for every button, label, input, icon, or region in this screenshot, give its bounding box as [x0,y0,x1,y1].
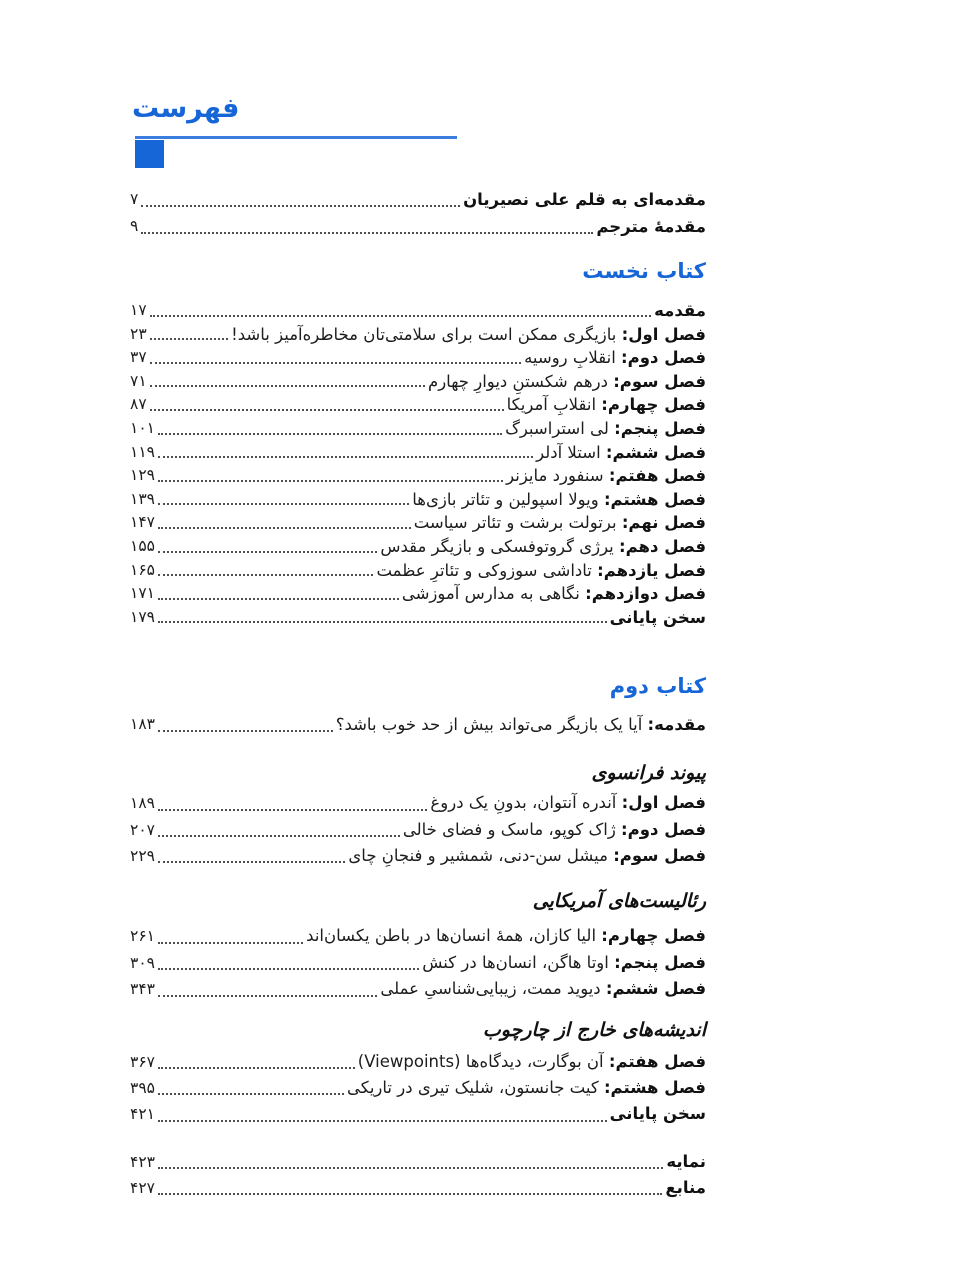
toc-entry [130,817,706,843]
toc-entry [130,186,706,213]
toc-entry-label: فصل دوم: انقلابِ روسیه [524,348,706,368]
toc-entry-label: فصل هفتم: سنفورد مایزنر [506,466,706,486]
dot-leader [141,205,460,207]
toc-entry [130,299,706,323]
toc-entry [130,606,706,630]
toc-page-number: ۳۰۹ [130,953,155,972]
dot-leader [158,1067,355,1069]
toc-page-number: ۷ [130,190,139,208]
book-section-heading: کتاب نخست [582,259,706,283]
toc-page-number: ۱۱۹ [130,442,155,461]
toc-entry [130,1149,706,1175]
toc-page-number: ۱۸۳ [130,715,155,734]
toc-entry-label: مقدمهٔ مترجم [596,217,706,236]
toc-entry [130,535,706,559]
toc-page-number: ۲۶۱ [130,927,155,946]
toc-entry [130,976,706,1002]
toc-entry-group [130,1049,706,1128]
dot-leader [150,385,425,387]
toc-page-number: ۳۹۵ [130,1079,155,1098]
toc-entry-group [130,186,706,240]
toc-entry-group [130,923,706,1002]
toc-entry [130,790,706,816]
dot-leader [158,433,502,435]
part-subheading: رئالیست‌های آمریکایی [532,890,706,913]
toc-entry [130,559,706,583]
toc-entry [130,1075,706,1101]
dot-leader [158,456,533,458]
toc-page-number: ۹ [130,217,139,235]
toc-page-number: ۷۱ [130,371,147,390]
dot-leader [150,315,651,317]
toc-entry-label: فصل نهم: برتولت برشت و تئاتر سیاست [413,513,706,533]
toc-entry-label: سخن پایانی [609,607,706,627]
toc-entry-group [130,1149,706,1201]
toc-entry-label: فصل چهارم: انقلابِ آمریکا [506,395,706,415]
toc-entry [130,511,706,535]
toc-page-number: ۱۷۱ [130,584,155,603]
toc-entry-label: فصل پنجم: لی استراسبرگ [505,418,706,438]
toc-entry-label: فصل هشتم: کیت جانستون، شلیک تیری در تاریکی [346,1078,706,1098]
toc-entry [130,417,706,441]
toc-page-number: ۳۶۷ [130,1052,155,1071]
toc-list [130,186,706,1201]
dot-leader [150,409,504,411]
toc-entry [130,370,706,394]
dot-leader [158,1167,663,1169]
toc-entry-label: فصل سوم: میشل سن-دنی، شمشیر و فنجانِ چای [348,846,706,866]
toc-entry-label: سخن پایانی [609,1104,706,1124]
toc-entry-label: فصل یازدهم: تاداشی سوزوکی و تئاترِ عظمت [376,560,706,580]
toc-page-number: ۸۷ [130,395,147,414]
dot-leader [158,809,427,811]
toc-entry-group [130,790,706,869]
toc-page-number: ۴۲۷ [130,1178,155,1197]
toc-page-number: ۱۸۹ [130,794,155,813]
toc-entry-label: مقدمه [654,301,706,320]
dot-leader [150,362,521,364]
toc-entry [130,1049,706,1075]
toc-entry-label: فصل اول: آندره آنتوان، بدونِ یک دروغ [430,793,706,813]
title-underline-rule [135,136,457,139]
title-accent-square [135,140,164,168]
toc-page-number: ۱۰۱ [130,418,155,437]
toc-entry-label: فصل اول: بازیگری ممکن است برای سلامتی‌تان مخاطره‌آمیز باشد! [231,324,706,344]
toc-page-number: ۱۴۷ [130,513,155,532]
toc-entry-label: فصل دوم: ژاک کوپو، ماسک و فضای خالی [402,819,706,839]
toc-entry [130,393,706,417]
dot-leader [158,574,374,576]
toc-entry-label: فصل هشتم: ویولا اسپولین و تئاتر بازی‌ها [412,489,706,509]
toc-page-number: ۱۲۹ [130,466,155,485]
toc-page-number: ۱۶۵ [130,560,155,579]
toc-entry [130,464,706,488]
toc-entry [130,843,706,869]
toc-entry [130,950,706,976]
dot-leader [158,730,333,732]
toc-page-number: ۱۵۵ [130,536,155,555]
dot-leader [158,1193,662,1195]
dot-leader [158,861,345,863]
toc-entry-label: فصل ششم: دیوید ممت، زیبایی‌شناسیِ عملی [380,979,706,999]
toc-entry [130,346,706,370]
toc-entry [130,1175,706,1201]
book-section-heading: کتاب دوم [609,674,706,699]
toc-page-number: ۲۰۷ [130,820,155,839]
toc-page-number: ۳۴۳ [130,980,155,999]
toc-entry-label: فصل پنجم: اوتا هاگن، انسان‌ها در کنش [422,952,706,972]
dot-leader [158,621,607,623]
toc-entry [130,441,706,465]
dot-leader [158,503,409,505]
toc-page-number: ۱۳۹ [130,489,155,508]
toc-page-number: ۴۲۳ [130,1152,155,1171]
toc-entry [130,1101,706,1127]
toc-entry-group [130,711,706,738]
part-subheading: پیوند فرانسوی [591,762,706,785]
toc-entry [130,213,706,240]
toc-entry-label: فصل هفتم: آن بوگارت، دیدگاه‌ها (Viewpoints) [357,1051,706,1071]
toc-entry-label: فصل دوازدهم: نگاهی به مدارس آموزشی [401,584,706,604]
dot-leader [158,551,377,553]
toc-page-number: ۱۷ [130,301,147,319]
dot-leader [158,995,377,997]
toc-entry-label: فصل چهارم: الیا کازان، همهٔ انسان‌ها در باطن یکسان‌اند [306,926,706,946]
toc-entry-label: فصل ششم: استلا آدلر [536,442,706,462]
dot-leader [150,338,228,340]
toc-entry-label: فصل دهم: یرژی گروتوفسکی و بازیگر مقدس [380,536,706,556]
dot-leader [158,598,399,600]
dot-leader [158,835,400,837]
toc-entry-label: منابع [665,1177,706,1197]
dot-leader [158,527,411,529]
toc-entry [130,923,706,949]
part-subheading: اندیشه‌های خارج از چارچوب [482,1018,706,1041]
toc-page-number: ۲۲۹ [130,847,155,866]
toc-page-number: ۴۲۱ [130,1105,155,1124]
toc-entry [130,711,706,738]
toc-entry-label: مقدمه: آیا یک بازیگر می‌تواند بیش از حد خوب باشد؟ [335,715,706,735]
dot-leader [141,232,593,234]
toc-entry-label: نمایه [666,1151,706,1171]
dot-leader [158,942,303,944]
toc-entry [130,323,706,347]
dot-leader [158,480,503,482]
toc-page-number: ۳۷ [130,348,147,367]
toc-page-number: ۲۳ [130,324,147,343]
toc-entry [130,488,706,512]
toc-entry-group [130,299,706,629]
toc-page-number: ۱۷۹ [130,607,155,626]
dot-leader [158,1120,607,1122]
dot-leader [158,968,419,970]
dot-leader [158,1093,344,1095]
toc-entry-label: فصل سوم: درهم شکستنِ دیوارِ چهارم [427,371,706,391]
toc-entry [130,582,706,606]
page-title: فهرست [132,93,240,124]
toc-entry-label: مقدمه‌ای به قلم علی نصیریان [463,190,706,209]
